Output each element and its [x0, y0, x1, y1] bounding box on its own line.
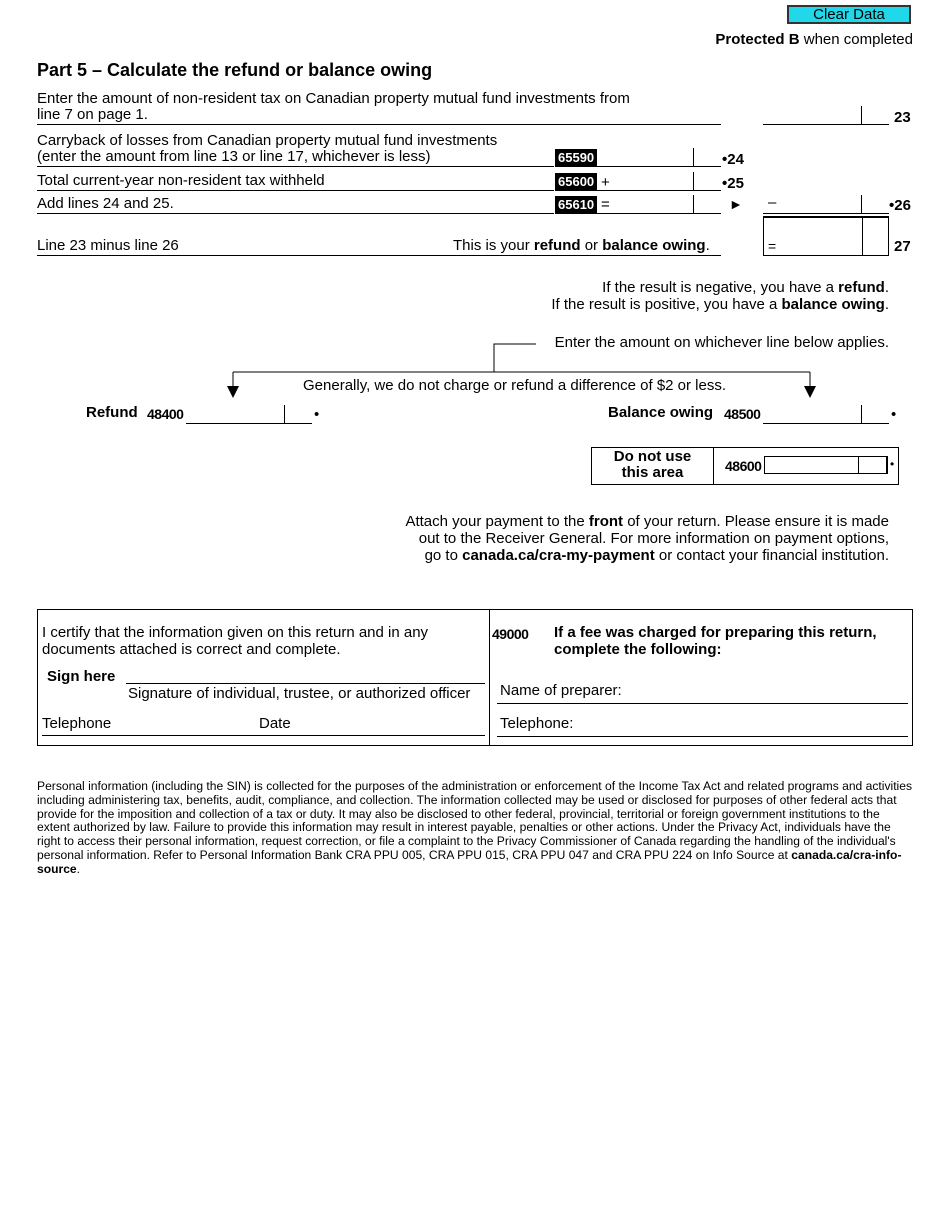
line25-code: 65600 — [555, 173, 597, 191]
payment-line-1c: of your return. Please ensure it is made — [623, 513, 889, 530]
line25-plus-operator: + — [601, 174, 610, 191]
line27-balance-owing-word: balance owing — [602, 237, 706, 254]
line26-equals-operator: = — [601, 196, 610, 213]
line26-code: 65610 — [555, 196, 597, 214]
payment-line-3c: or contact your financial institution. — [654, 547, 889, 564]
do-not-use-dot: • — [890, 457, 895, 471]
preparer-name-line[interactable] — [497, 703, 908, 704]
line27-text: Line 23 minus line 26 — [37, 237, 179, 254]
line24-text-1: Carryback of losses from Canadian property mutual fund investments — [37, 132, 498, 149]
do-not-use-code: 48600 — [725, 458, 762, 474]
line26-minus-operator: – — [768, 194, 777, 211]
do-not-use-label — [592, 449, 713, 481]
fee-text-2: complete the following: — [554, 641, 722, 658]
result-negative-bold: refund — [838, 279, 885, 296]
payment-front-word: front — [588, 513, 624, 530]
two-dollar-note: Generally, we do not charge or refund a difference of $2 or less. — [303, 377, 727, 394]
do-not-use-divider — [713, 448, 714, 484]
balance-owing-label: Balance owing — [608, 404, 714, 421]
preparer-telephone-line[interactable] — [497, 736, 908, 737]
right-arrow-icon: ► — [729, 196, 743, 212]
part5-title: Part 5 – Calculate the refund or balance owing — [37, 60, 433, 80]
certify-statement — [42, 624, 428, 658]
line25-text: Total current-year non-resident tax withheld — [37, 172, 325, 189]
line27-period: . — [705, 237, 710, 254]
result-positive-bold: balance owing — [781, 296, 885, 313]
telephone-label: Telephone — [42, 715, 112, 732]
result-negative-period: . — [884, 279, 889, 296]
do-not-use-line-2: this area — [621, 464, 684, 481]
enter-amount-note: Enter the amount on whichever line below applies. — [554, 334, 889, 351]
fee-code: 49000 — [492, 626, 529, 642]
preparer-telephone-label: Telephone: — [500, 715, 574, 732]
line23-text-1: Enter the amount of non-resident tax on Canadian property mutual fund investments from — [37, 90, 630, 107]
sign-here-label: Sign here — [47, 668, 116, 685]
payment-line-1 — [405, 513, 889, 530]
line27-or-word: or — [580, 237, 603, 254]
payment-line-3a: go to — [424, 547, 463, 564]
do-not-use-cents-divider — [858, 457, 859, 473]
line24-code: 65590 — [555, 149, 597, 167]
date-label: Date — [259, 715, 291, 732]
preparer-name-label: Name of preparer: — [500, 682, 622, 699]
payment-line-1a: Attach your payment to the — [405, 513, 589, 530]
certify-text-2: documents attached is correct and complete. — [42, 641, 341, 658]
fee-text-1: If a fee was charged for preparing this return, — [554, 624, 877, 641]
line26-text: Add lines 24 and 25. — [37, 195, 174, 212]
refund-dot: • — [314, 406, 320, 423]
balance-owing-amount-field[interactable] — [763, 405, 889, 424]
fee-statement — [554, 624, 877, 658]
payment-note — [405, 513, 889, 564]
signature-line[interactable] — [126, 683, 485, 684]
do-not-use-box — [764, 456, 888, 474]
result-negative-text: If the result is negative, you have a — [602, 279, 839, 296]
payment-line-2: out to the Receiver General. For more information on payment options, — [418, 530, 889, 547]
line27-number: 27 — [894, 238, 911, 255]
privacy-notice — [37, 780, 912, 877]
telephone-date-line[interactable] — [42, 735, 485, 736]
refund-code: 48400 — [147, 406, 184, 422]
privacy-text: Personal information (including the SIN) is collected for the purposes of the administration or enforcement of the Income Tax Act and related programs and activities including administering tax, benefits, audit, compliance, and collection. The information collected may be used or disclosed for purposes of other federal acts that provide for the imposition and collection of a tax or duty. It may also be disclosed to other federal, provincial, territorial or foreign government institutions to the extent authorized by law. Failure to provide this information may result in interest payable, penalties or other actions. Under the Privacy Act, individuals have the right to access their personal information, request correction, or file a complaint to the Privacy Commissioner of Canada regarding the handling of the individual's personal information. Refer to Personal Information Bank CRA PPU 005, CRA PPU 015, CRA PPU 047 and CRA PPU 224 on Info Source at — [37, 779, 913, 862]
line26-number: •26 — [889, 197, 911, 214]
line27-equals-operator: = — [768, 238, 777, 254]
protected-when-completed: when completed — [799, 31, 913, 48]
certify-text-1: I certify that the information given on this return and in any — [42, 624, 429, 641]
result-positive-text: If the result is positive, you have a — [551, 296, 782, 313]
privacy-end: . — [76, 861, 81, 876]
refund-amount-field[interactable] — [186, 405, 312, 424]
do-not-use-line-1: Do not use — [613, 448, 692, 465]
protected-b-label: Protected B — [715, 31, 800, 48]
certification-box — [37, 609, 913, 746]
line24-number: •24 — [722, 151, 744, 168]
privacy-link[interactable]: canada.ca/cra-info-source — [37, 847, 902, 876]
line27-this-is-your: This is your — [453, 237, 534, 254]
payment-line-3 — [405, 547, 889, 564]
balance-owing-dot: • — [891, 406, 897, 423]
clear-data-button[interactable]: Clear Data — [787, 5, 911, 24]
line24-text-2: (enter the amount from line 13 or line 17, whichever is less) — [37, 148, 431, 165]
certification-divider — [489, 610, 490, 745]
balance-owing-code: 48500 — [724, 406, 761, 422]
line25-number: •25 — [722, 175, 744, 192]
do-not-use-area — [591, 447, 899, 485]
signature-label: Signature of individual, trustee, or authorized officer — [128, 685, 471, 702]
refund-label: Refund — [86, 404, 138, 421]
payment-link[interactable]: canada.ca/cra-my-payment — [462, 547, 655, 564]
line27-refund-word: refund — [533, 237, 581, 254]
refund-balance-bracket — [0, 0, 950, 420]
result-positive-period: . — [884, 296, 889, 313]
line23-number: 23 — [894, 109, 911, 126]
line23-text-2: line 7 on page 1. — [37, 106, 148, 123]
